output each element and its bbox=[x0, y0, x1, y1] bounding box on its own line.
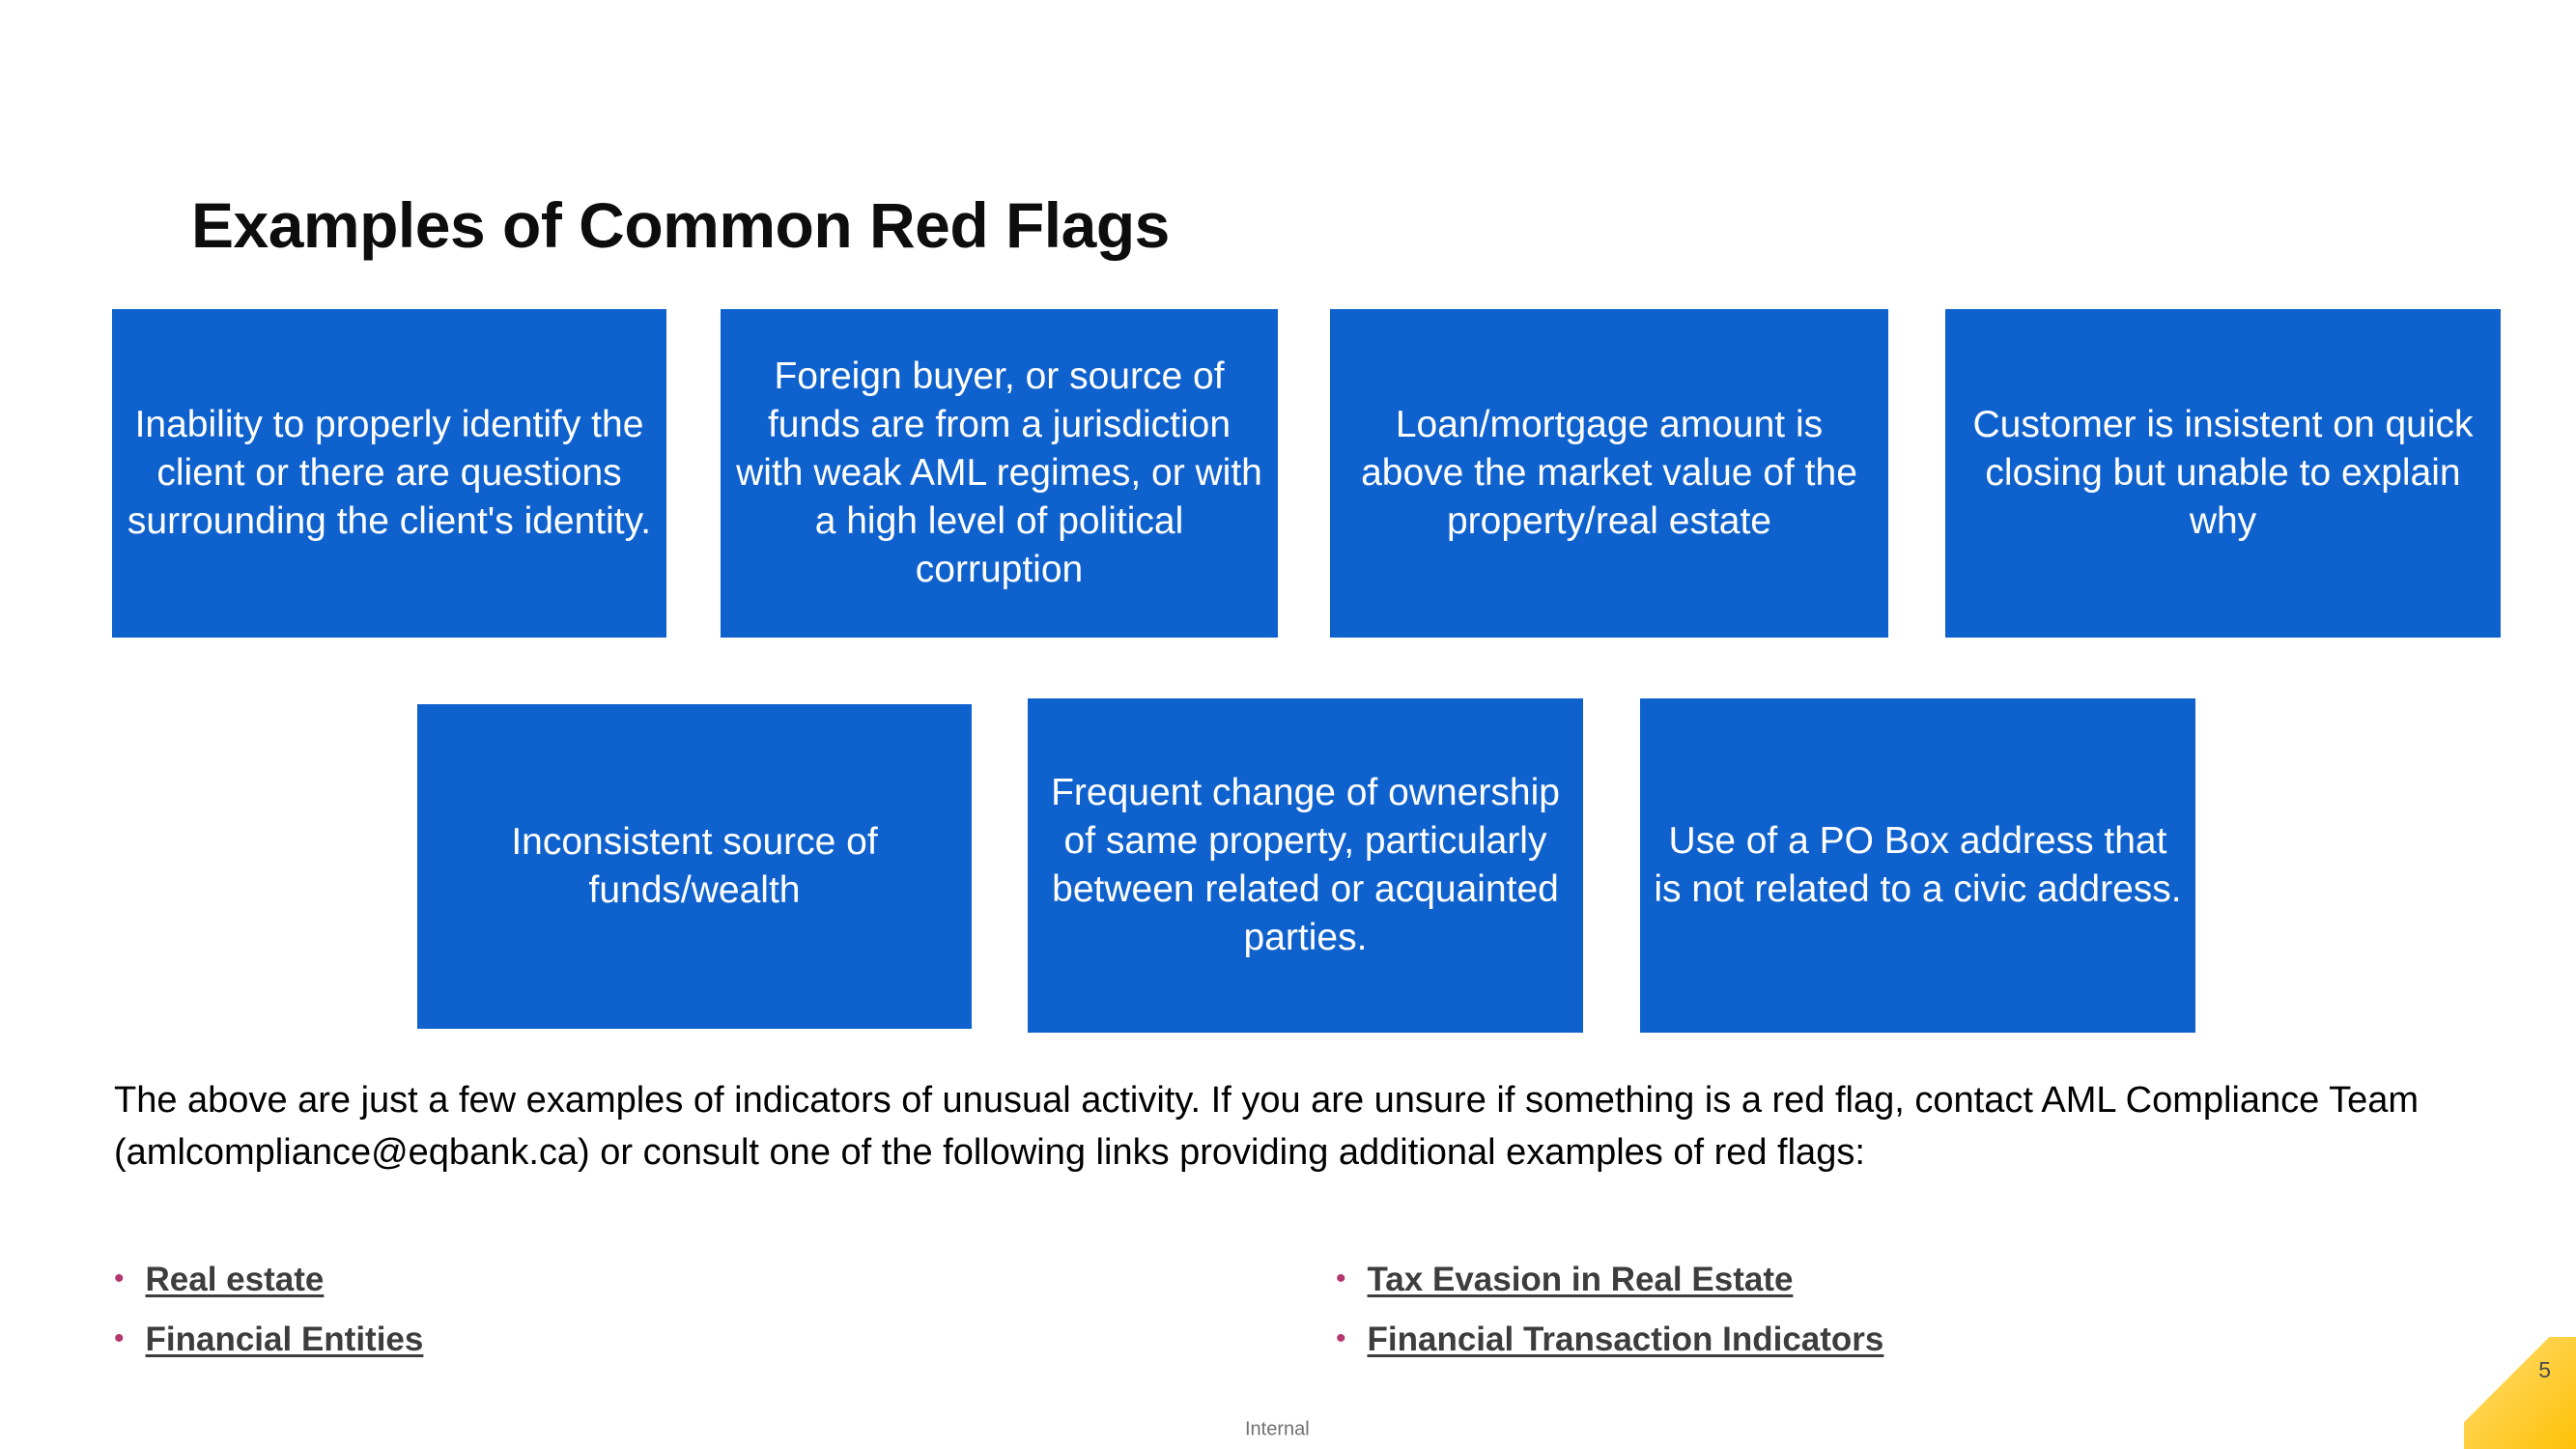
red-flag-card-text: Inability to properly identify the client or there are questions surrounding the client's identity. bbox=[127, 404, 652, 542]
list-item[interactable] bbox=[1336, 1261, 2447, 1299]
red-flag-card-text: Frequent change of ownership of same property, particularly between related or acquainted parties. bbox=[1051, 772, 1560, 958]
bullet-icon: • bbox=[114, 1263, 125, 1294]
red-flag-card-text: Use of a PO Box address that is not related to a civic address. bbox=[1654, 820, 2182, 910]
reference-links-right-column bbox=[1336, 1261, 2447, 1380]
bullet-icon: • bbox=[1336, 1263, 1346, 1294]
link-financial-transaction-indicators[interactable]: Financial Transaction Indicators bbox=[1367, 1321, 1884, 1358]
red-flag-card bbox=[417, 704, 972, 1029]
body-paragraph: The above are just a few examples of indicators of unusual activity. If you are unsure if something is a red flag, contact AML Compliance Team (amlcompliance@eqbank.ca) or consult one of the following links providing additional examples of red flags: bbox=[114, 1080, 2420, 1173]
red-flag-card bbox=[1330, 309, 1888, 638]
list-item[interactable] bbox=[1336, 1321, 2447, 1359]
page-number: 5 bbox=[2538, 1357, 2551, 1382]
red-flag-card bbox=[721, 309, 1278, 638]
red-flag-card bbox=[112, 309, 666, 638]
confidentiality-footer: Internal bbox=[1245, 1418, 1310, 1440]
red-flag-card-text: Foreign buyer, or source of funds are from a jurisdiction with weak AML regimes, or with a high level of political corruption bbox=[736, 355, 1262, 590]
bullet-icon: • bbox=[114, 1322, 125, 1354]
red-flag-card bbox=[1028, 698, 1583, 1033]
page-corner-decoration bbox=[2464, 1337, 2576, 1449]
page-title: Examples of Common Red Flags bbox=[191, 189, 1170, 261]
red-flag-card bbox=[1945, 309, 2501, 638]
reference-links-left-column bbox=[114, 1261, 1273, 1380]
link-financial-entities[interactable]: Financial Entities bbox=[145, 1321, 424, 1358]
list-item[interactable] bbox=[114, 1321, 1273, 1359]
link-real-estate[interactable]: Real estate bbox=[145, 1261, 325, 1298]
red-flag-card-text: Loan/mortgage amount is above the market value of the property/real estate bbox=[1361, 404, 1857, 542]
link-tax-evasion-real-estate[interactable]: Tax Evasion in Real Estate bbox=[1367, 1261, 1794, 1298]
red-flag-card-text: Customer is insistent on quick closing but unable to explain why bbox=[1972, 404, 2474, 542]
corner-fold-shape bbox=[2464, 1337, 2576, 1449]
bullet-icon: • bbox=[1336, 1322, 1346, 1354]
red-flag-card bbox=[1640, 698, 2195, 1033]
list-item[interactable] bbox=[114, 1261, 1273, 1299]
red-flag-card-text: Inconsistent source of funds/wealth bbox=[511, 821, 878, 911]
